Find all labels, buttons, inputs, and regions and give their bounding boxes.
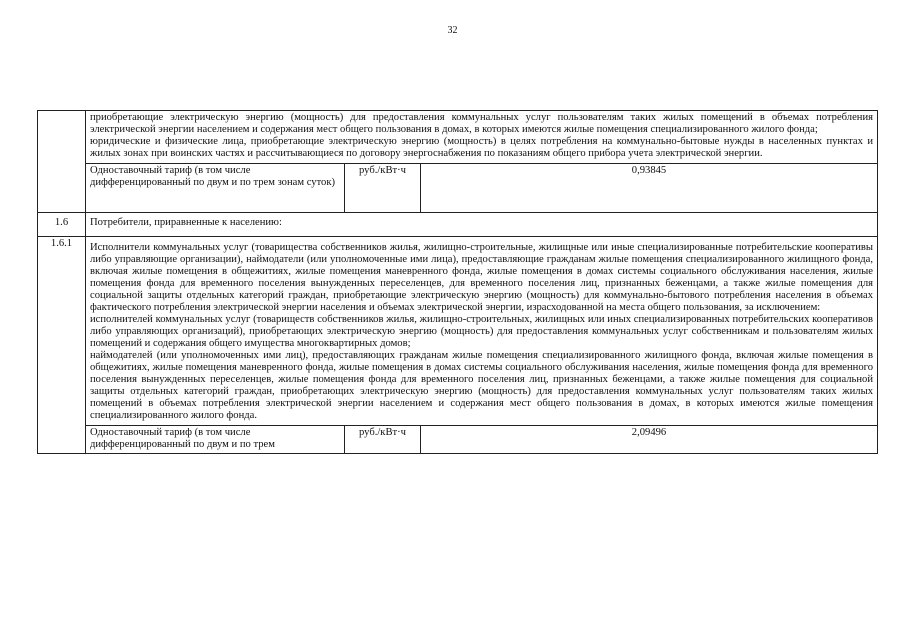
row-number-cell: 1.6.1 — [38, 237, 86, 454]
table-row — [38, 426, 878, 454]
paragraph: исполнителей коммунальных услуг (товариществ собственников жилья, жилищно-строительных, жилищных или иных специализированных потребительских кооперативов либо управляющих организаций), приобретающих электрическую энергию (мощность) для предоставления коммунальных услуг собственникам и пользователям жилых помещений и содержания общего имущества многоквартирных домов; — [90, 314, 873, 349]
paragraph: Исполнители коммунальных услуг (товарищества собственников жилья, жилищно-строительные, жилищные или иные специализированные потребительские кооперативы либо управляющие организации), наймодатели (или уполномоченные ими лица), предоставляющие гражданам жилые помещения специализированного жилищного фонда, включая жилые помещения в общежитиях, жилые помещения маневренного фонда, жилые помещения в домах системы социального обслуживания населения, жилые помещения фонда для временного поселения вынужденных переселенцев, для временного поселения лиц, признанных беженцами, а также жилые помещения для социальной защиты отдельных категорий граждан, приобретающие электрическую энергию (мощность) для коммунально-бытового потребления населения в объемах фактического потребления электрической энергии населения и объемах электрической энергии, израсходованной на места общего пользования, за исключением: — [90, 242, 873, 313]
row-number-cell: 1.6 — [38, 213, 86, 237]
table-row — [38, 111, 878, 164]
table-row — [38, 213, 878, 237]
tariff-value-cell: 0,93845 — [421, 164, 878, 213]
continuation-text-cell — [86, 111, 878, 164]
unit-cell: руб./кВт·ч — [345, 164, 421, 213]
page-number: 32 — [447, 25, 458, 36]
tariff-label-cell: Одноставочный тариф (в том числе дифференцированный по двум и по трем зонам суток) — [86, 164, 345, 213]
section-text-cell — [86, 237, 878, 426]
table-row — [38, 164, 878, 213]
unit-cell: руб./кВт·ч — [345, 426, 421, 454]
tariff-table — [37, 110, 878, 454]
section-title-cell: Потребители, приравненные к населению: — [86, 213, 878, 237]
tariff-label-cell: Одноставочный тариф (в том числе дифференцированный по двум и по трем — [86, 426, 345, 454]
tariff-value-cell: 2,09496 — [421, 426, 878, 454]
paragraph: юридические и физические лица, приобретающие электрическую энергию (мощность) в целях потребления на коммунально-бытовые нужды в населенных пунктах и жилых зонах при воинских частях и рассчитывающиеся по договору энергоснабжения по показаниям общего прибора учета электрической энергии. — [90, 136, 873, 159]
paragraph: приобретающие электрическую энергию (мощность) для предоставления коммунальных услуг пользователям таких жилых помещений в объемах потребления электрической энергии населением и содержания мест общего пользования в домах, в которых имеются жилые помещения специализированного жилого фонда; — [90, 112, 873, 135]
paragraph: наймодателей (или уполномоченных ими лиц), предоставляющих гражданам жилые помещения специализированного жилищного фонда, включая жилые помещения в общежитиях, жилые помещения маневренного фонда, жилые помещения в домах системы социального обслуживания населения, жилые помещения фонда для временного поселения вынужденных переселенцев, жилые помещения фонда для временного поселения лиц, признанных беженцами, а также жилые помещения для социальной защиты отдельных категорий граждан, приобретающих электрическую энергию (мощность) для предоставления коммунальных услуг пользователям таких жилых помещений в объемах потребления электрической энергии населением и содержания мест общего пользования в домах, в которых имеются жилые помещения специализированного жилого фонда. — [90, 350, 873, 421]
row-number-cell — [38, 111, 86, 213]
table-row — [38, 237, 878, 426]
